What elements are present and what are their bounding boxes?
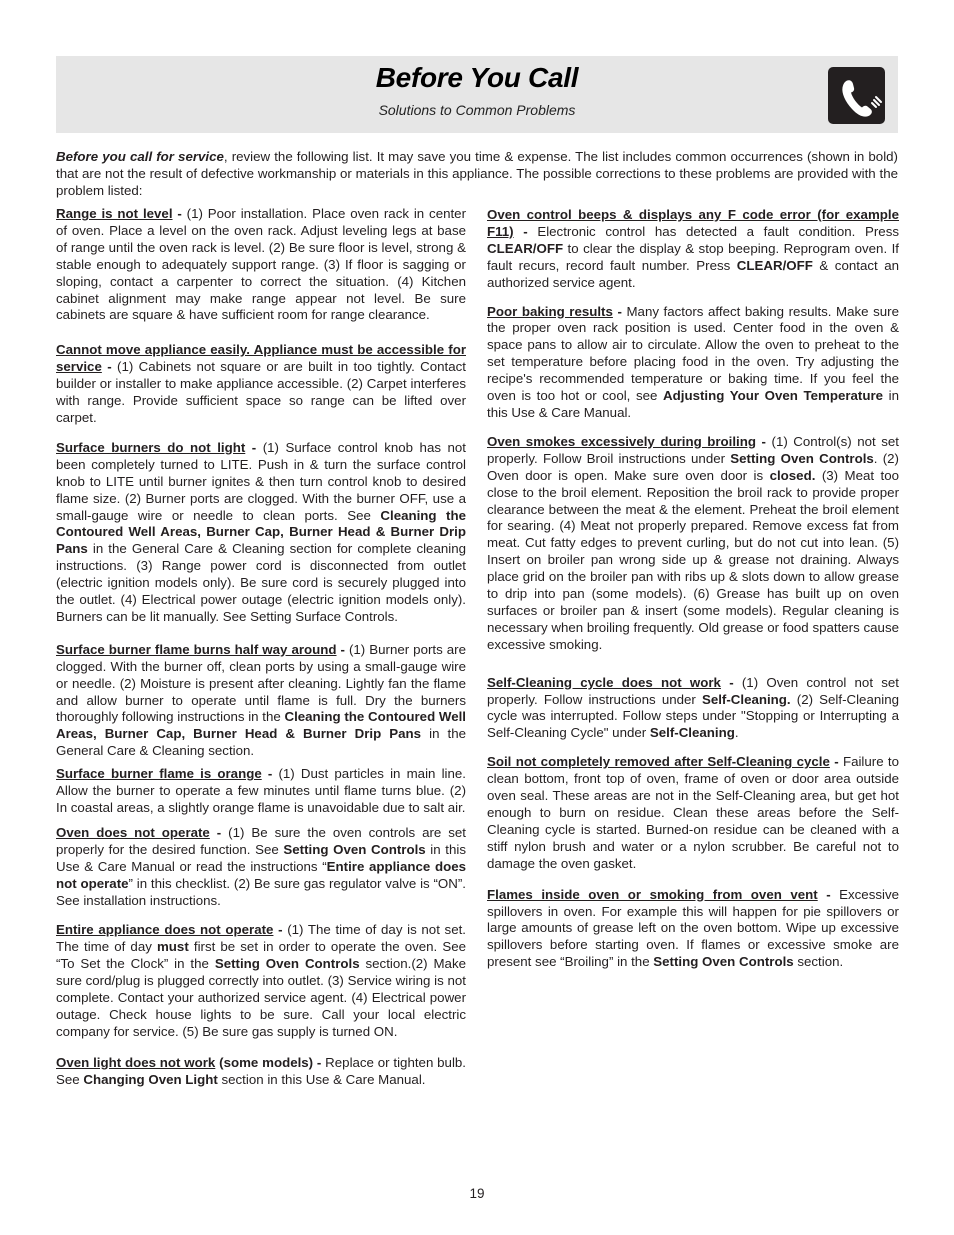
problem-soil-not-removed: Soil not completely removed after Self-Cleaning cycle - Failure to clean bottom, front top of oven, frame of oven or door area outside oven seal. These areas are not in the Self-Cleaning area, but get hot enough to burn on residue. Clean these areas before the Self-Cleaning cycle is started. Burned-on residue can be cleaned with a stiff nylon brush and water or a nylon scrubber. Be careful not to damage the oven gasket. — [487, 754, 899, 871]
left-column — [56, 206, 466, 1089]
problem-flames-inside-oven: Flames inside oven or smoking from oven vent - Excessive spillovers in oven. For example this will happen for pie spillovers or large amounts of grease left on the oven bottom. Wipe up excessive spillovers before starting oven. If flames or excessive smoke are present see “Broiling” in the Setting Oven Controls section. — [487, 886, 899, 970]
problem-oven-control-beeps: Oven control beeps & displays any F code error (for example F11) - Electronic control has detected a fault condition. Press CLEAR/OFF to clear the display & stop beeping. Reprogram oven. If fault recurs, record fault number. Press CLEAR/OFF & contact an authorized service agent. — [487, 207, 899, 290]
page-title: Before You Call — [375, 62, 579, 93]
problem-oven-light-does-not-work: Oven light does not work (some models) - Replace or tighten bulb. See Changing Oven Light section in this Use & Care Manual. — [56, 1054, 466, 1087]
problem-surface-burners-do-not-light: Surface burners do not light - (1) Surface control knob has not been completely turned to LITE. Push in & turn the surface control knob to LITE until burner ignites & then turn control knob to desired flame size. (2) Burner ports are clogged. With the burner OFF, use a small-gauge wire or needle to clean ports. See Cleaning the Contoured Well Areas, Burner Cap, Burner Head & Burner Drip Pans in the General Care & Cleaning section for complete cleaning instructions. (3) Range power cord is disconnected from outlet (electric ignition models only). Be sure cord is securely plugged into the outlet. (4) Electrical power outage (electric ignition models only). Burners can be lit manually. See Setting Surface Controls. — [56, 439, 466, 624]
problem-oven-does-not-operate: Oven does not operate - (1) Be sure the oven controls are set properly for the desired function. See Setting Oven Controls in this Use & Care Manual or read the instructions “Entire appliance does not operate” in this checklist. (2) Be sure gas regulator valve is “ON”. See installation instructions. — [56, 824, 467, 908]
page-subtitle: Solutions to Common Problems — [378, 102, 576, 118]
problem-flame-is-orange: Surface burner flame is orange - (1) Dust particles in main line. Allow the burner to operate a few minutes until flame turns blue. (2) In coastal areas, a slightly orange flame is unavoidable due to salt air. — [56, 766, 466, 815]
problem-self-cleaning-does-not-work: Self-Cleaning cycle does not work - (1) Oven control not set properly. Follow instructions under Self-Cleaning. (2) Self-Cleaning cycle was interrupted. Follow steps under "Stopping or Interrupting a Self-Cleaning Cycle" under Self-Cleaning. — [487, 674, 899, 741]
intro-lead: Before you call for service — [56, 149, 224, 164]
intro-text: , review the following list. It may save you time & expense. The list includes common occurrences (shown in bold) that are not the result of defective workmanship or materials in this appliance. The possible corrections to these problems are provided with the problem listed: — [56, 149, 898, 198]
problem-flame-burns-half-way: Surface burner flame burns half way around - (1) Burner ports are clogged. With the burner off, clean ports by using a small-gauge wire or needle. (2) Moisture is present after cleaning. Lightly fan the flame and allow burner to operate until flame is full. Dry the burners thoroughly following instructions in the Cleaning the Contoured Well Areas, Burner Cap, Burner Head & Burner Drip Pans in the General Care & Cleaning section. — [56, 641, 466, 759]
page-number: 19 — [469, 1186, 485, 1201]
page-header — [56, 56, 898, 133]
problem-poor-baking-results: Poor baking results - Many factors affect baking results. Make sure the proper oven rack position is used. Center food in the oven & space pans to allow air to circulate. Allow the oven to preheat to the set temperature before placing food in the oven. Try adjusting the recipe's recommended temperature or baking time. If you feel the oven is too hot or cool, see Adjusting Your Oven Temperature in this Use & Care Manual. — [487, 303, 900, 420]
intro-paragraph — [56, 148, 898, 199]
problem-oven-smokes-broiling: Oven smokes excessively during broiling - (1) Control(s) not set properly. Follow Broil instructions under Setting Oven Controls. (2) Oven door is open. Make sure oven door is closed. (3) Meat too close to the broil element. Reposition the broil rack to provide proper clearance between the meat & the element. Preheat the broil element for searing. (4) Meat not properly prepared. Remove excess fat from meat. Cut fatty edges to prevent curling, but do not cut into lean. (5) Insert on broiler pan wrong side up & grease not draining. Always place grid on the broiler pan with ribs up & slots down to allow grease to drip into pan (some models). (6) Grease has built up on oven surfaces or broiler pan & insert (some models). Regular cleaning is necessary when broiling frequently. Old grease or food spatters cause excessive smoking. — [487, 433, 899, 652]
telephone-handset-icon — [828, 67, 885, 124]
problem-range-not-level: Range is not level - (1) Poor installation. Place oven rack in center of oven. Place a level on the oven rack. Adjust leveling legs at base of range until the oven rack is level. (2) Be sure floor is level, strong & stable enough to adequately support range. (3) If floor is sagging or sloping, contact a carpenter to correct the situation. (4) Kitchen cabinet alignment may make range appear not level. Be sure cabinets are square & have sufficient room for range clearance. — [56, 206, 466, 323]
right-column — [487, 207, 899, 971]
problem-entire-appliance-does-not-operate: Entire appliance does not operate - (1) The time of day is not set. The time of day must first be set in order to operate the oven. See “To Set the Clock” in the Setting Oven Controls section.(2) Make sure cord/plug is plugged correctly into outlet. (3) Service wiring is not complete. Contact your authorized service agent. (4) Electrical power outage. Check house lights to be sure. Call your local electric company for service. (5) Be sure gas supply is turned ON. — [56, 922, 467, 1039]
problem-cannot-move-appliance: Cannot move appliance easily. Appliance must be accessible for service - (1) Cabinets not square or are built in too tightly. Contact builder or installer to make appliance accessible. (2) Carpet interferes with range. Provide sufficient space so range can be lifted over carpet. — [56, 342, 466, 425]
